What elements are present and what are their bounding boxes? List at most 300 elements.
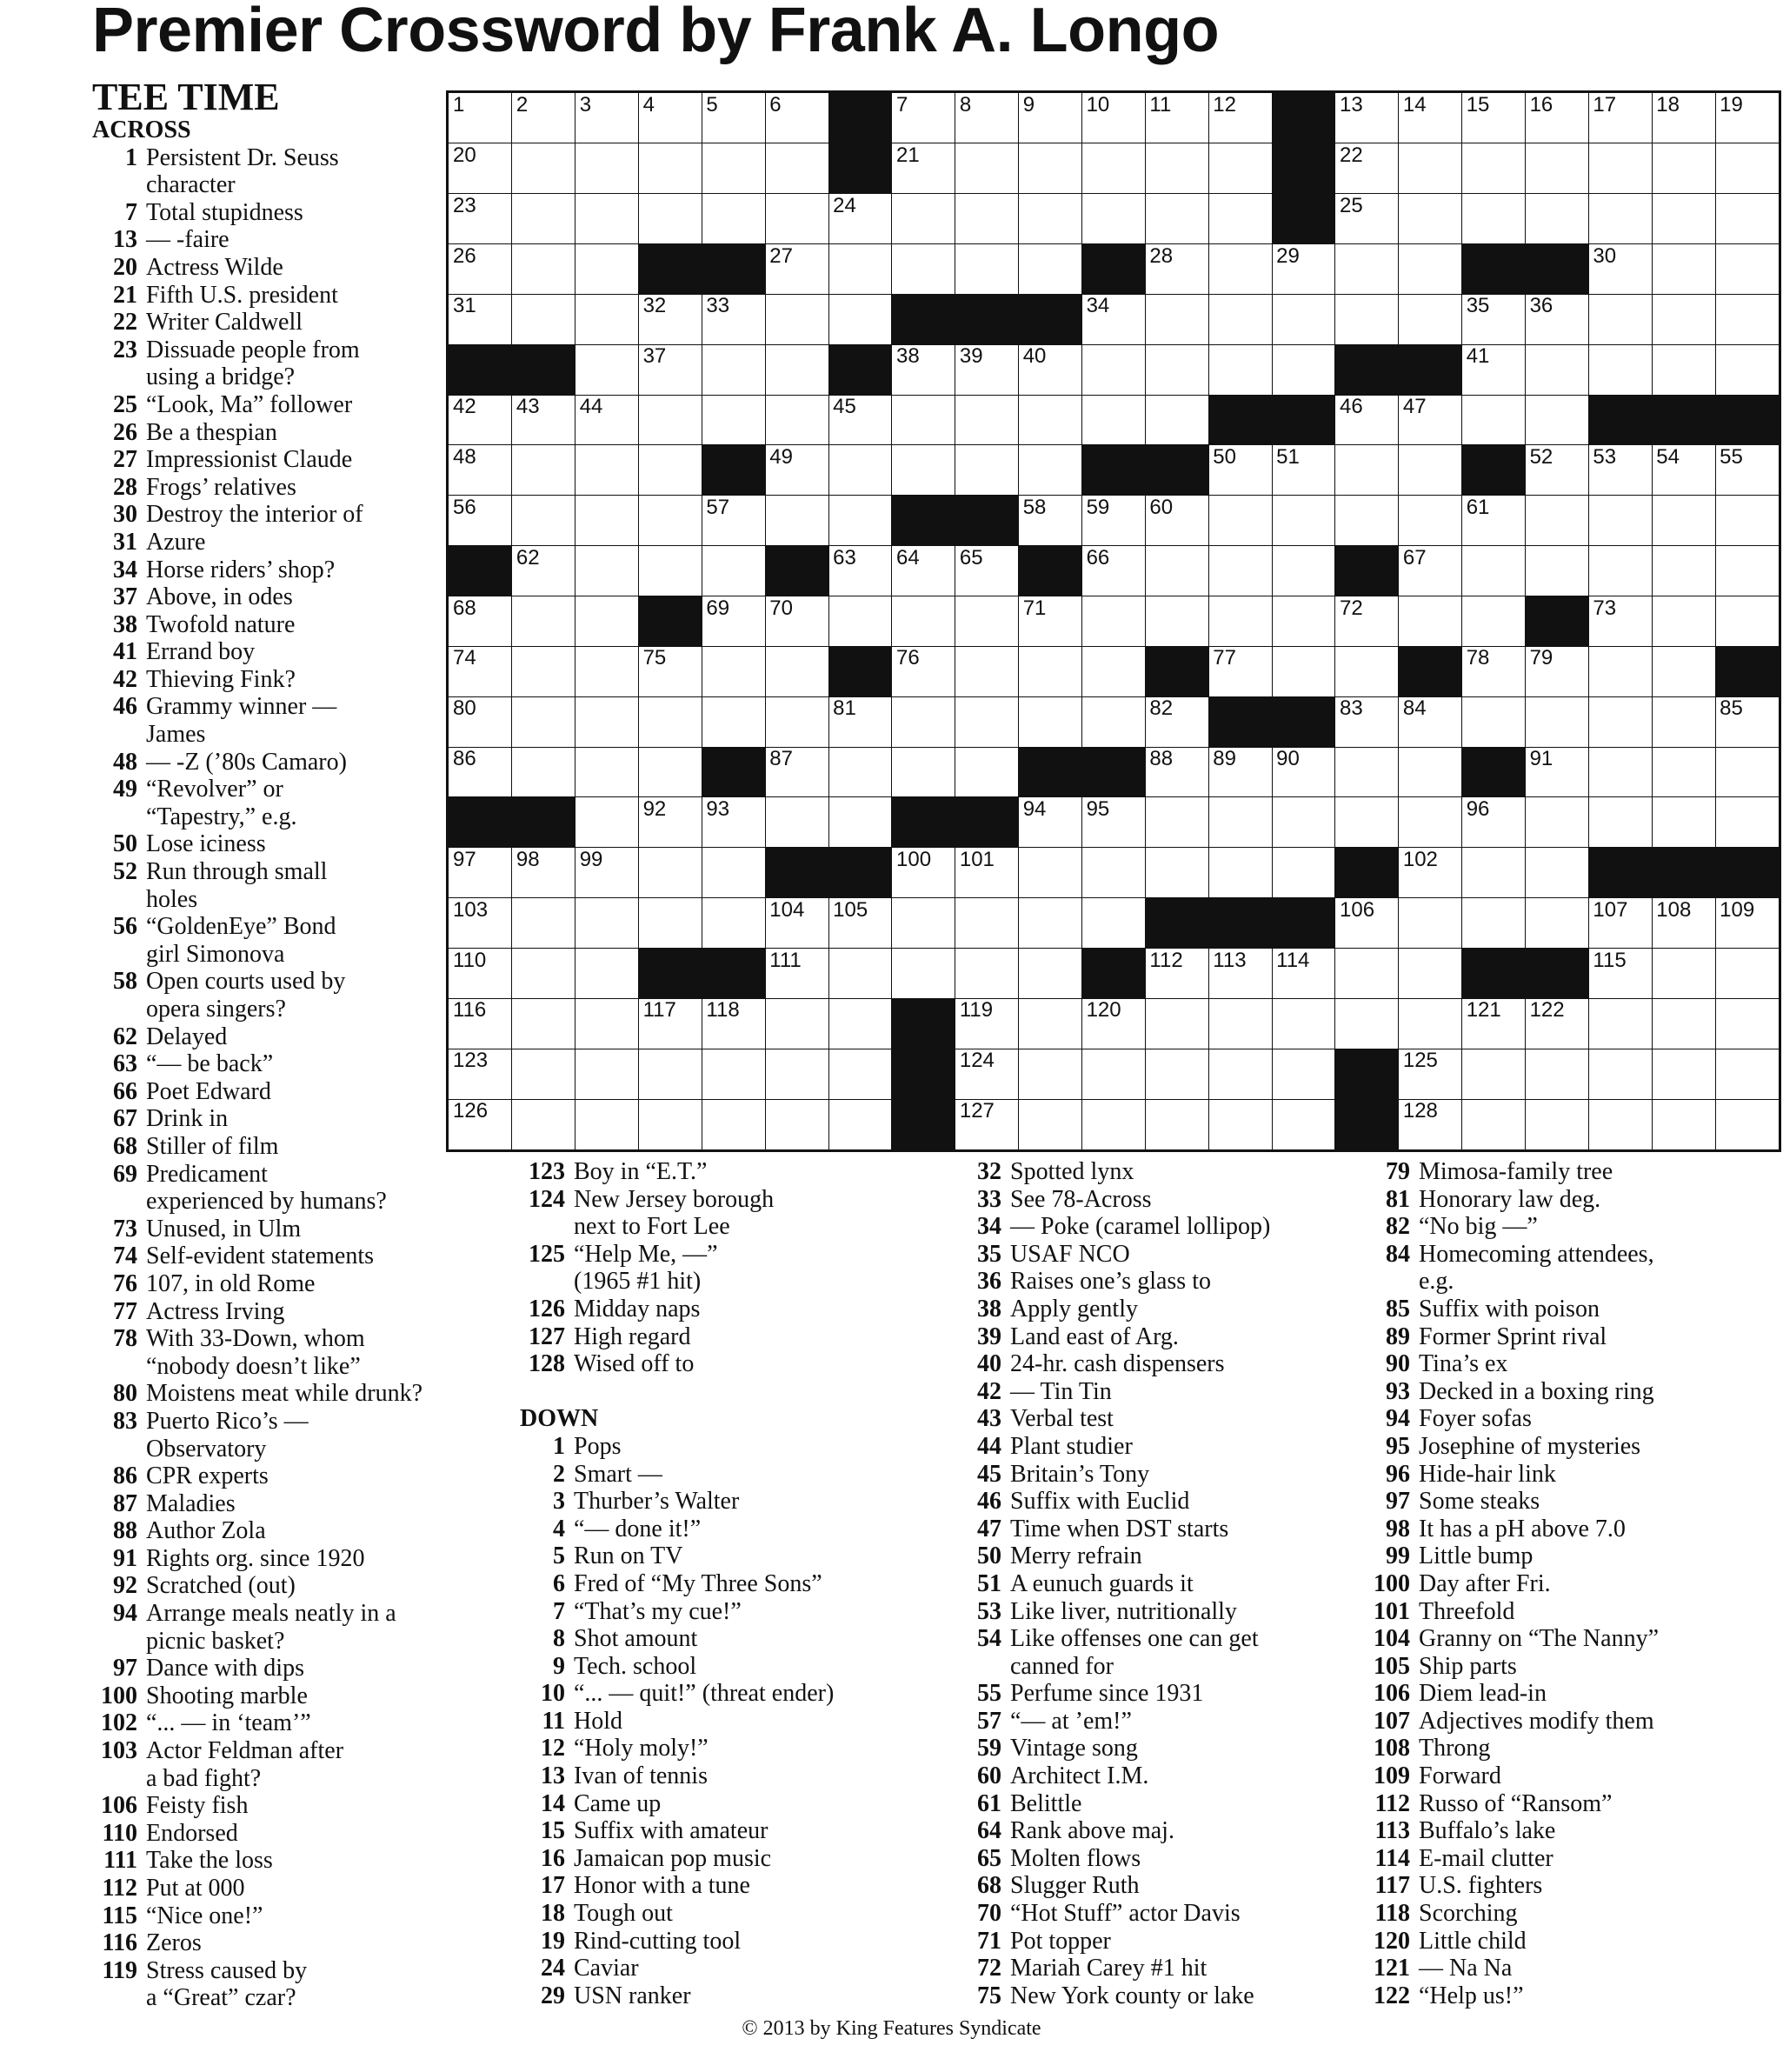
grid-cell[interactable] [1335, 797, 1399, 848]
grid-cell[interactable] [1019, 143, 1082, 194]
grid-cell[interactable] [1588, 797, 1652, 848]
grid-cell[interactable] [575, 93, 639, 143]
grid-cell[interactable] [639, 143, 702, 194]
grid-cell[interactable] [828, 546, 892, 596]
grid-cell[interactable] [1208, 496, 1272, 546]
grid-cell[interactable] [1208, 546, 1272, 596]
grid-cell[interactable] [1082, 93, 1146, 143]
across-clue[interactable] [92, 391, 509, 419]
grid-cell[interactable] [1588, 596, 1652, 647]
grid-cell[interactable] [955, 747, 1019, 797]
grid-cell[interactable] [639, 848, 702, 898]
down-clue[interactable] [956, 1817, 1356, 1845]
grid-cell[interactable] [1272, 1099, 1335, 1149]
across-clue[interactable] [92, 1050, 509, 1078]
grid-cell[interactable] [1462, 596, 1526, 647]
grid-cell[interactable] [955, 546, 1019, 596]
grid-cell[interactable] [1335, 696, 1399, 747]
down-clue[interactable] [520, 1708, 955, 1736]
down-clue[interactable] [1365, 1790, 1773, 1818]
grid-cell[interactable] [512, 848, 575, 898]
across-clue[interactable] [92, 254, 509, 282]
grid-cell[interactable] [892, 194, 955, 244]
grid-cell[interactable] [765, 244, 828, 295]
down-clue[interactable] [956, 1900, 1356, 1928]
grid-cell[interactable] [1399, 1099, 1462, 1149]
grid-cell[interactable] [1462, 696, 1526, 747]
down-clue[interactable] [1365, 1350, 1773, 1378]
across-clue[interactable] [92, 226, 509, 254]
across-clue[interactable] [92, 1545, 509, 1573]
grid-cell[interactable] [575, 949, 639, 999]
grid-cell[interactable] [1652, 898, 1715, 949]
grid-cell[interactable] [512, 1049, 575, 1099]
across-clue[interactable] [92, 1682, 509, 1710]
grid-cell[interactable] [1399, 998, 1462, 1049]
grid-cell[interactable] [1462, 646, 1526, 696]
across-clue[interactable] [92, 529, 509, 556]
across-clue[interactable] [92, 1298, 509, 1326]
grid-cell[interactable] [1715, 344, 1779, 395]
down-clue[interactable] [956, 1158, 1356, 1186]
grid-cell[interactable] [512, 747, 575, 797]
grid-cell[interactable] [1588, 496, 1652, 546]
grid-cell[interactable] [1019, 1099, 1082, 1149]
grid-cell[interactable] [1715, 998, 1779, 1049]
grid-cell[interactable] [1526, 445, 1589, 496]
grid-cell[interactable] [1208, 93, 1272, 143]
grid-cell[interactable] [1145, 1099, 1208, 1149]
down-clue[interactable] [1365, 1735, 1773, 1762]
grid-cell[interactable] [1652, 696, 1715, 747]
down-clue[interactable] [1365, 1872, 1773, 1900]
grid-cell[interactable] [765, 395, 828, 445]
grid-cell[interactable] [828, 949, 892, 999]
across-clue[interactable] [92, 1243, 509, 1270]
grid-cell[interactable] [639, 797, 702, 848]
down-clue[interactable] [1365, 1900, 1773, 1928]
grid-cell[interactable] [1019, 496, 1082, 546]
down-clue[interactable] [956, 1241, 1356, 1269]
across-clue[interactable] [92, 638, 509, 666]
down-clue[interactable] [956, 1516, 1356, 1543]
across-clue[interactable] [92, 1078, 509, 1106]
down-clue[interactable] [956, 1296, 1356, 1323]
across-clue[interactable] [92, 1133, 509, 1161]
grid-cell[interactable] [1652, 797, 1715, 848]
grid-cell[interactable] [1715, 244, 1779, 295]
grid-cell[interactable] [1652, 747, 1715, 797]
grid-cell[interactable] [1082, 294, 1146, 344]
grid-cell[interactable] [828, 898, 892, 949]
across-clue[interactable] [92, 858, 509, 913]
down-clue[interactable] [1365, 1955, 1773, 1982]
grid-cell[interactable] [1145, 546, 1208, 596]
grid-cell[interactable] [575, 1099, 639, 1149]
down-clue[interactable] [1365, 1323, 1773, 1351]
grid-cell[interactable] [1272, 596, 1335, 647]
grid-cell[interactable] [512, 445, 575, 496]
grid-cell[interactable] [575, 546, 639, 596]
across-clue[interactable] [92, 913, 509, 968]
grid-cell[interactable] [702, 646, 765, 696]
across-clue[interactable] [92, 1737, 509, 1792]
grid-cell[interactable] [702, 596, 765, 647]
grid-cell[interactable] [512, 546, 575, 596]
grid-cell[interactable] [1399, 747, 1462, 797]
grid-cell[interactable] [512, 596, 575, 647]
down-clue[interactable] [1365, 1241, 1773, 1296]
grid-cell[interactable] [1082, 344, 1146, 395]
down-clue[interactable] [1365, 1680, 1773, 1708]
down-clue[interactable] [956, 1350, 1356, 1378]
grid-cell[interactable] [1462, 496, 1526, 546]
grid-cell[interactable] [1715, 546, 1779, 596]
grid-cell[interactable] [1019, 93, 1082, 143]
grid-cell[interactable] [1145, 194, 1208, 244]
grid-cell[interactable] [1588, 143, 1652, 194]
grid-cell[interactable] [1462, 848, 1526, 898]
grid-cell[interactable] [702, 898, 765, 949]
grid-cell[interactable] [1652, 949, 1715, 999]
grid-cell[interactable] [1652, 596, 1715, 647]
grid-cell[interactable] [512, 395, 575, 445]
grid-cell[interactable] [1462, 344, 1526, 395]
grid-cell[interactable] [1462, 546, 1526, 596]
down-clue[interactable] [520, 1516, 955, 1543]
across-clue[interactable] [92, 830, 509, 858]
grid-cell[interactable] [1652, 244, 1715, 295]
across-clue[interactable] [92, 1709, 509, 1737]
down-clue[interactable] [956, 1268, 1356, 1296]
grid-cell[interactable] [828, 998, 892, 1049]
grid-cell[interactable] [1335, 395, 1399, 445]
grid-cell[interactable] [702, 93, 765, 143]
grid-cell[interactable] [828, 496, 892, 546]
grid-cell[interactable] [1208, 445, 1272, 496]
grid-cell[interactable] [575, 194, 639, 244]
grid-cell[interactable] [512, 1099, 575, 1149]
grid-cell[interactable] [828, 696, 892, 747]
across-clue[interactable] [92, 336, 509, 391]
down-clue[interactable] [1365, 1461, 1773, 1489]
grid-cell[interactable] [1082, 696, 1146, 747]
down-clue[interactable] [1365, 1405, 1773, 1433]
grid-cell[interactable] [955, 1049, 1019, 1099]
across-clue[interactable] [520, 1323, 955, 1351]
down-clue[interactable] [520, 1762, 955, 1790]
across-clue[interactable] [92, 1600, 509, 1655]
grid-cell[interactable] [702, 294, 765, 344]
grid-cell[interactable] [892, 646, 955, 696]
grid-cell[interactable] [1399, 143, 1462, 194]
grid-cell[interactable] [1526, 646, 1589, 696]
grid-cell[interactable] [575, 898, 639, 949]
grid-cell[interactable] [1652, 93, 1715, 143]
grid-cell[interactable] [1145, 294, 1208, 344]
grid-cell[interactable] [955, 596, 1019, 647]
across-clue[interactable] [92, 1517, 509, 1545]
grid-cell[interactable] [1208, 998, 1272, 1049]
grid-cell[interactable] [1019, 998, 1082, 1049]
grid-cell[interactable] [828, 1049, 892, 1099]
across-clue[interactable] [92, 1655, 509, 1682]
grid-cell[interactable] [1652, 646, 1715, 696]
grid-cell[interactable] [575, 596, 639, 647]
grid-cell[interactable] [639, 395, 702, 445]
across-clue[interactable] [92, 666, 509, 694]
grid-cell[interactable] [1145, 747, 1208, 797]
grid-cell[interactable] [765, 445, 828, 496]
grid-cell[interactable] [1526, 194, 1589, 244]
grid-cell[interactable] [1399, 496, 1462, 546]
grid-cell[interactable] [1399, 596, 1462, 647]
grid-cell[interactable] [1588, 546, 1652, 596]
grid-cell[interactable] [955, 194, 1019, 244]
grid-cell[interactable] [1462, 143, 1526, 194]
grid-cell[interactable] [512, 294, 575, 344]
grid-cell[interactable] [765, 143, 828, 194]
grid-cell[interactable] [892, 848, 955, 898]
grid-cell[interactable] [512, 244, 575, 295]
grid-cell[interactable] [1208, 1049, 1272, 1099]
grid-cell[interactable] [1145, 143, 1208, 194]
grid-cell[interactable] [892, 546, 955, 596]
grid-cell[interactable] [1588, 344, 1652, 395]
grid-cell[interactable] [575, 696, 639, 747]
grid-cell[interactable] [639, 194, 702, 244]
down-clue[interactable] [956, 1378, 1356, 1406]
grid-cell[interactable] [512, 496, 575, 546]
grid-cell[interactable] [512, 898, 575, 949]
grid-cell[interactable] [1335, 949, 1399, 999]
grid-cell[interactable] [1019, 344, 1082, 395]
grid-cell[interactable] [639, 1049, 702, 1099]
grid-cell[interactable] [1715, 194, 1779, 244]
grid-cell[interactable] [1019, 445, 1082, 496]
across-clue[interactable] [92, 1380, 509, 1408]
grid-cell[interactable] [765, 194, 828, 244]
grid-cell[interactable] [702, 194, 765, 244]
across-clue[interactable] [520, 1296, 955, 1323]
grid-cell[interactable] [1208, 949, 1272, 999]
grid-cell[interactable] [1335, 496, 1399, 546]
grid-cell[interactable] [1652, 194, 1715, 244]
grid-cell[interactable] [765, 646, 828, 696]
down-clue[interactable] [956, 1213, 1356, 1241]
down-clue[interactable] [956, 1542, 1356, 1570]
down-clue[interactable] [1365, 1762, 1773, 1790]
grid-cell[interactable] [1526, 294, 1589, 344]
across-clue[interactable] [520, 1241, 955, 1296]
across-clue[interactable] [92, 1929, 509, 1957]
grid-cell[interactable] [512, 143, 575, 194]
across-clue[interactable] [92, 1820, 509, 1848]
across-clue[interactable] [92, 1161, 509, 1216]
grid-cell[interactable] [892, 344, 955, 395]
grid-cell[interactable] [1272, 445, 1335, 496]
grid-cell[interactable] [955, 445, 1019, 496]
down-clue[interactable] [1365, 1845, 1773, 1873]
grid-cell[interactable] [955, 344, 1019, 395]
grid-cell[interactable] [1272, 294, 1335, 344]
grid-cell[interactable] [1399, 294, 1462, 344]
grid-cell[interactable] [1652, 1049, 1715, 1099]
grid-cell[interactable] [955, 848, 1019, 898]
down-clue[interactable] [956, 1570, 1356, 1598]
grid-cell[interactable] [575, 294, 639, 344]
across-clue[interactable] [92, 199, 509, 227]
grid-cell[interactable] [892, 898, 955, 949]
grid-cell[interactable] [1652, 546, 1715, 596]
grid-cell[interactable] [955, 949, 1019, 999]
grid-cell[interactable] [702, 998, 765, 1049]
grid-cell[interactable] [1335, 294, 1399, 344]
across-clue[interactable] [92, 1875, 509, 1902]
grid-cell[interactable] [892, 445, 955, 496]
down-clue[interactable] [956, 1845, 1356, 1873]
grid-cell[interactable] [1335, 445, 1399, 496]
grid-cell[interactable] [1715, 496, 1779, 546]
down-clue[interactable] [520, 1845, 955, 1873]
grid-cell[interactable] [575, 848, 639, 898]
grid-cell[interactable] [765, 596, 828, 647]
across-clue[interactable] [92, 968, 509, 1023]
grid-cell[interactable] [1019, 395, 1082, 445]
down-clue[interactable] [520, 1570, 955, 1598]
grid-cell[interactable] [1652, 344, 1715, 395]
grid-cell[interactable] [1588, 998, 1652, 1049]
grid-cell[interactable] [1272, 496, 1335, 546]
grid-cell[interactable] [955, 93, 1019, 143]
grid-cell[interactable] [702, 848, 765, 898]
grid-cell[interactable] [512, 696, 575, 747]
across-clue[interactable] [92, 1490, 509, 1518]
down-clue[interactable] [520, 1790, 955, 1818]
grid-cell[interactable] [1082, 143, 1146, 194]
down-clue[interactable] [956, 1790, 1356, 1818]
grid-cell[interactable] [1082, 596, 1146, 647]
grid-cell[interactable] [575, 797, 639, 848]
grid-cell[interactable] [1082, 1049, 1146, 1099]
grid-cell[interactable] [1715, 1049, 1779, 1099]
grid-cell[interactable] [765, 294, 828, 344]
down-clue[interactable] [520, 1598, 955, 1626]
down-clue[interactable] [956, 1625, 1356, 1680]
across-clue[interactable] [520, 1158, 955, 1186]
down-clue[interactable] [956, 1433, 1356, 1461]
grid-cell[interactable] [1526, 1099, 1589, 1149]
grid-cell[interactable] [1208, 143, 1272, 194]
down-clue[interactable] [520, 1872, 955, 1900]
grid-cell[interactable] [1145, 949, 1208, 999]
grid-cell[interactable] [1208, 848, 1272, 898]
grid-cell[interactable] [1272, 646, 1335, 696]
grid-cell[interactable] [892, 395, 955, 445]
grid-cell[interactable] [1335, 194, 1399, 244]
down-clue[interactable] [1365, 1817, 1773, 1845]
grid-cell[interactable] [702, 1049, 765, 1099]
grid-cell[interactable] [1462, 294, 1526, 344]
grid-cell[interactable] [575, 998, 639, 1049]
down-clue[interactable] [1365, 1598, 1773, 1626]
grid-cell[interactable] [1145, 696, 1208, 747]
grid-cell[interactable] [575, 244, 639, 295]
grid-cell[interactable] [1335, 93, 1399, 143]
down-clue[interactable] [1365, 1213, 1773, 1241]
grid-cell[interactable] [1208, 344, 1272, 395]
grid-cell[interactable] [1715, 143, 1779, 194]
down-clue[interactable] [520, 1625, 955, 1653]
grid-cell[interactable] [1588, 696, 1652, 747]
grid-cell[interactable] [1526, 797, 1589, 848]
grid-cell[interactable] [1335, 143, 1399, 194]
grid-cell[interactable] [639, 747, 702, 797]
down-clue[interactable] [956, 1872, 1356, 1900]
grid-cell[interactable] [955, 696, 1019, 747]
grid-cell[interactable] [1082, 848, 1146, 898]
grid-cell[interactable] [1399, 898, 1462, 949]
across-clue[interactable] [92, 1847, 509, 1875]
grid-cell[interactable] [1145, 596, 1208, 647]
down-clue[interactable] [520, 1817, 955, 1845]
grid-cell[interactable] [1526, 143, 1589, 194]
grid-cell[interactable] [1399, 194, 1462, 244]
grid-cell[interactable] [1145, 93, 1208, 143]
grid-cell[interactable] [765, 898, 828, 949]
grid-cell[interactable] [1715, 1099, 1779, 1149]
grid-cell[interactable] [575, 395, 639, 445]
grid-cell[interactable] [1588, 244, 1652, 295]
across-clue[interactable] [92, 1023, 509, 1051]
grid-cell[interactable] [1399, 848, 1462, 898]
grid-cell[interactable] [892, 244, 955, 295]
grid-cell[interactable] [1272, 949, 1335, 999]
grid-cell[interactable] [1019, 194, 1082, 244]
grid-cell[interactable] [765, 496, 828, 546]
grid-cell[interactable] [702, 1099, 765, 1149]
grid-cell[interactable] [955, 898, 1019, 949]
grid-cell[interactable] [828, 244, 892, 295]
grid-cell[interactable] [1272, 344, 1335, 395]
grid-cell[interactable] [1145, 1049, 1208, 1099]
down-clue[interactable] [1365, 1296, 1773, 1323]
grid-cell[interactable] [639, 445, 702, 496]
grid-cell[interactable] [575, 646, 639, 696]
down-clue[interactable] [520, 1653, 955, 1681]
grid-cell[interactable] [1272, 747, 1335, 797]
grid-cell[interactable] [512, 646, 575, 696]
grid-cell[interactable] [1272, 244, 1335, 295]
grid-cell[interactable] [1082, 546, 1146, 596]
down-clue[interactable] [1365, 1158, 1773, 1186]
across-clue[interactable] [92, 776, 509, 830]
grid-cell[interactable] [1272, 797, 1335, 848]
grid-cell[interactable] [639, 344, 702, 395]
down-clue[interactable] [956, 1708, 1356, 1736]
grid-cell[interactable] [1462, 998, 1526, 1049]
grid-cell[interactable] [702, 344, 765, 395]
down-clue[interactable] [1365, 1653, 1773, 1681]
grid-cell[interactable] [955, 1099, 1019, 1149]
grid-cell[interactable] [1588, 898, 1652, 949]
grid-cell[interactable] [892, 696, 955, 747]
grid-cell[interactable] [1019, 949, 1082, 999]
across-clue[interactable] [92, 1792, 509, 1820]
grid-cell[interactable] [1019, 646, 1082, 696]
grid-cell[interactable] [1526, 395, 1589, 445]
down-clue[interactable] [1365, 1378, 1773, 1406]
